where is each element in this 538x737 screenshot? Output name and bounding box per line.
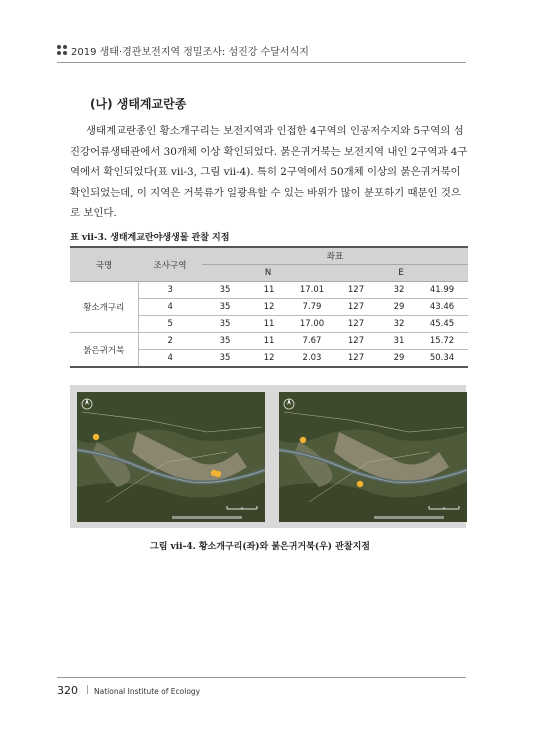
map-bullfrog <box>77 392 265 522</box>
running-header-title: 2019 생태·경관보전지역 정밀조사: 섬진강 수달서식지 <box>71 47 309 58</box>
n-sec-cell: 2.03 <box>290 350 334 368</box>
e-min-cell: 32 <box>378 282 420 299</box>
e-deg-cell: 127 <box>334 333 378 350</box>
e-min-cell: 29 <box>378 350 420 368</box>
header-e: E <box>334 265 468 282</box>
observation-marker <box>300 437 306 443</box>
e-sec-cell: 41.99 <box>420 282 468 299</box>
n-min-cell: 12 <box>248 350 290 368</box>
paragraph-line: 로 보인다. <box>70 207 117 220</box>
header-coords: 좌표 <box>202 247 468 265</box>
paragraph-line: 역에서 확인되었다(표 ⅶ-3, 그림 ⅶ-4). 특히 2구역에서 50개체 이상의 붉은귀거북이 <box>70 166 461 179</box>
n-sec-cell: 17.01 <box>290 282 334 299</box>
paragraph-line: 확인되었는데, 이 지역은 거북류가 일광욕할 수 있는 바위가 많이 분포하기 때문인 것으 <box>70 186 461 199</box>
observation-table <box>70 246 468 368</box>
section-title: (나) 생태계교란종 <box>90 97 187 111</box>
observation-marker <box>357 481 363 487</box>
table-row <box>70 282 468 299</box>
e-sec-cell: 43.46 <box>420 299 468 316</box>
table-caption: 표 ⅶ-3. 생태계교란야생생물 관찰 지점 <box>70 233 230 243</box>
e-sec-cell: 45.45 <box>420 316 468 333</box>
e-sec-cell: 15.72 <box>420 333 468 350</box>
page-number: 320 <box>57 684 78 697</box>
zone-cell: 5 <box>138 316 202 333</box>
n-deg-cell: 35 <box>202 350 248 368</box>
e-deg-cell: 127 <box>334 282 378 299</box>
n-min-cell: 11 <box>248 333 290 350</box>
body-paragraph <box>70 121 468 224</box>
observation-marker <box>93 434 99 440</box>
e-min-cell: 29 <box>378 299 420 316</box>
paragraph-line: 생태계교란종인 황소개구리는 보전지역과 인접한 4구역의 인공저수지와 5구역의 섬 <box>86 125 464 137</box>
header-species: 국명 <box>70 247 138 282</box>
n-min-cell: 11 <box>248 316 290 333</box>
e-min-cell: 31 <box>378 333 420 350</box>
species-cell: 황소개구리 <box>70 282 138 333</box>
e-min-cell: 32 <box>378 316 420 333</box>
paragraph-line: 진강어류생태관에서 30개체 이상 확인되었다. 붉은귀거북는 보전지역 내인 2구역과 4구 <box>70 145 468 158</box>
header-rule <box>57 62 466 63</box>
e-deg-cell: 127 <box>334 316 378 333</box>
footer-separator: | <box>86 685 90 695</box>
observation-marker <box>215 471 221 477</box>
n-sec-cell: 17.00 <box>290 316 334 333</box>
e-sec-cell: 50.34 <box>420 350 468 368</box>
map-red-eared-slider <box>279 392 467 522</box>
header-zone: 조사구역 <box>138 247 202 282</box>
n-deg-cell: 35 <box>202 333 248 350</box>
table-row <box>70 333 468 350</box>
e-deg-cell: 127 <box>334 299 378 316</box>
n-deg-cell: 35 <box>202 299 248 316</box>
n-sec-cell: 7.79 <box>290 299 334 316</box>
figure-caption: 그림 ⅶ-4. 황소개구리(좌)와 붉은귀거북(우) 관찰지점 <box>150 542 370 552</box>
n-deg-cell: 35 <box>202 316 248 333</box>
n-deg-cell: 35 <box>202 282 248 299</box>
species-cell: 붉은귀거북 <box>70 333 138 368</box>
zone-cell: 4 <box>138 350 202 368</box>
header-bullet-icon <box>57 45 68 56</box>
header-n: N <box>202 265 334 282</box>
zone-cell: 2 <box>138 333 202 350</box>
footer-organization: National Institute of Ecology <box>94 687 201 696</box>
n-min-cell: 12 <box>248 299 290 316</box>
e-deg-cell: 127 <box>334 350 378 368</box>
n-sec-cell: 7.67 <box>290 333 334 350</box>
footer-rule <box>57 677 466 678</box>
n-min-cell: 11 <box>248 282 290 299</box>
zone-cell: 4 <box>138 299 202 316</box>
zone-cell: 3 <box>138 282 202 299</box>
